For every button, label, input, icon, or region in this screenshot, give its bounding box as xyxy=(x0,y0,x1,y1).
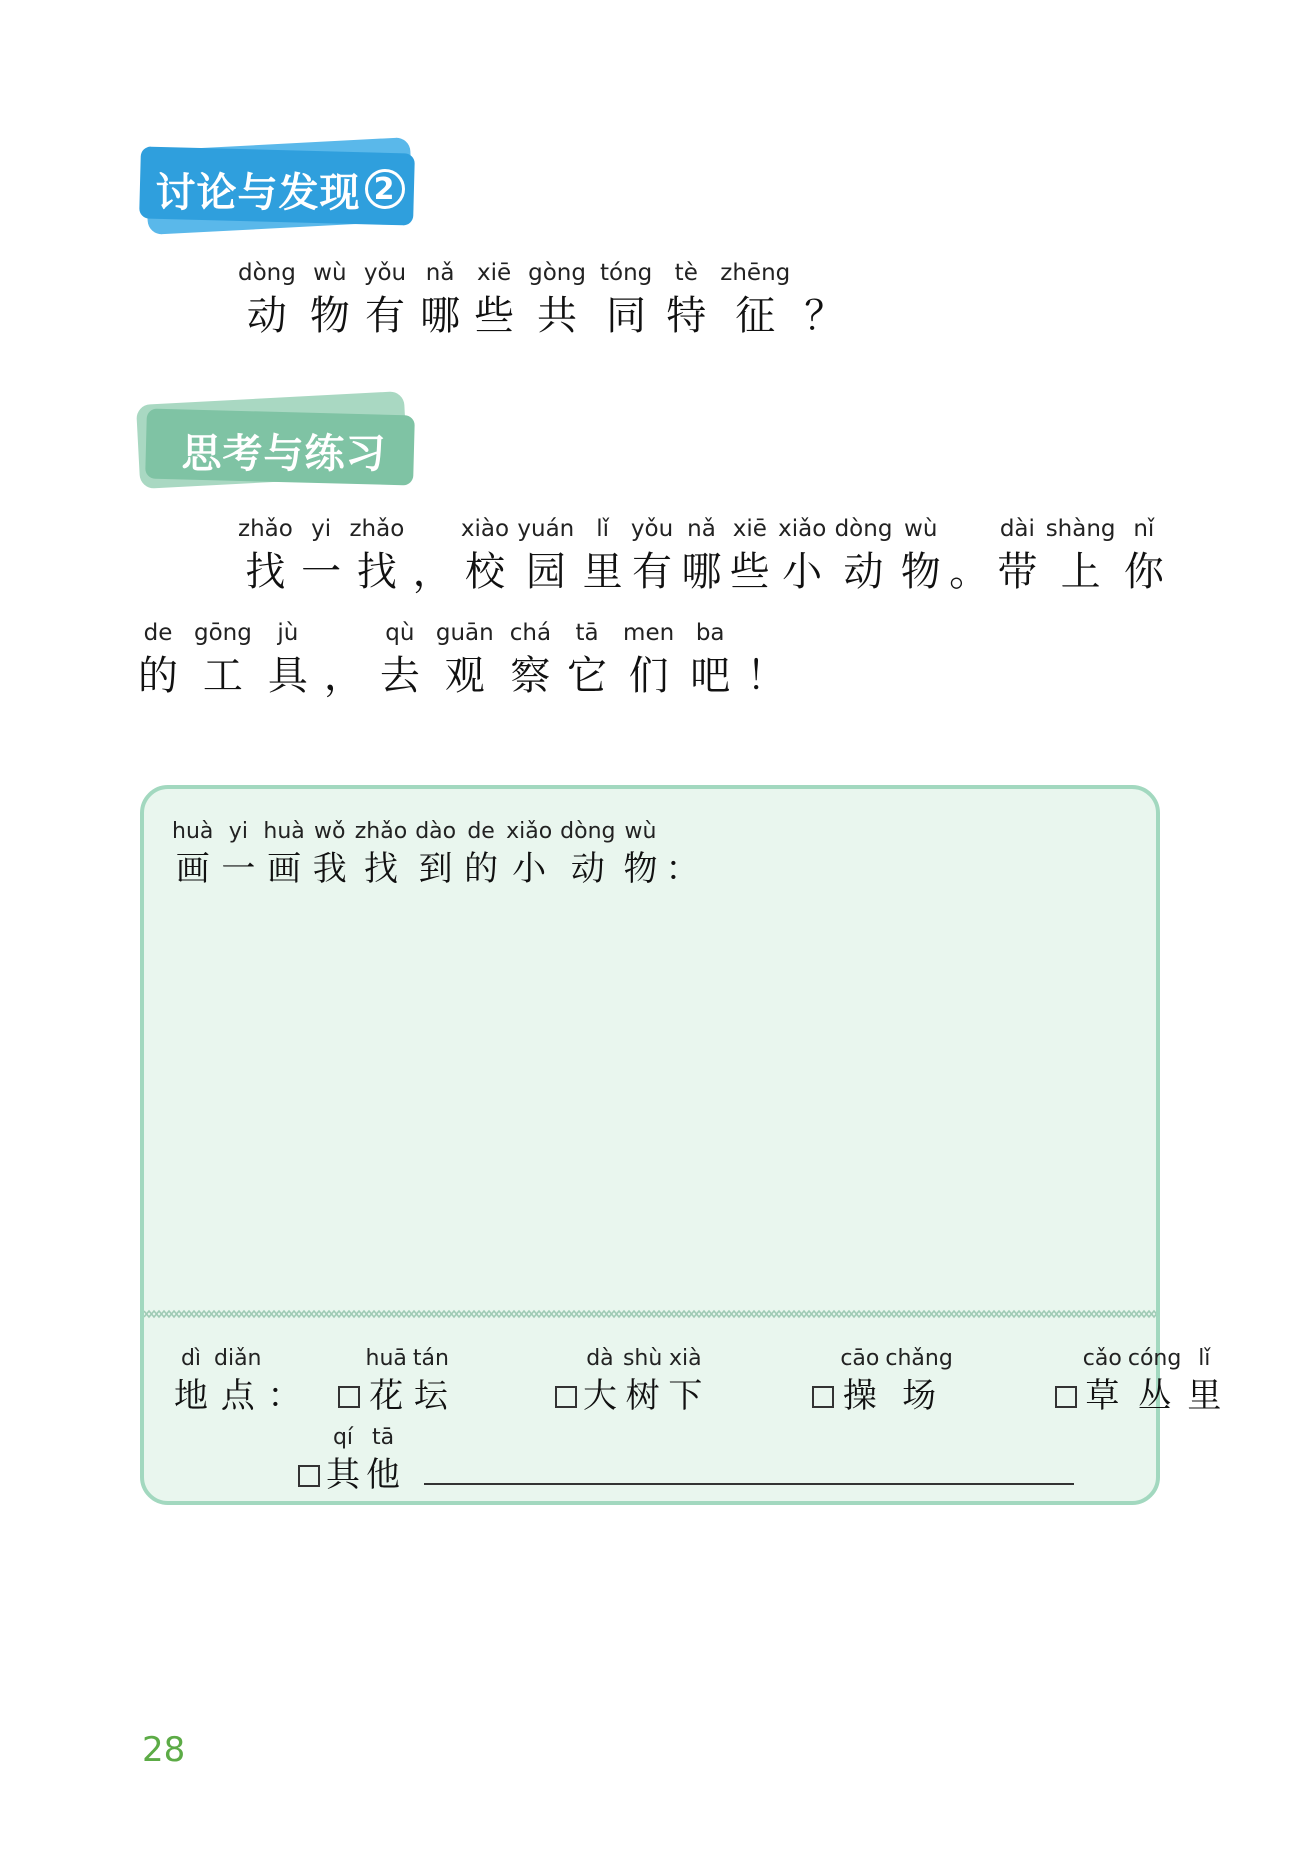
pinyin: zhēng xyxy=(720,260,791,286)
hanzi: 些 xyxy=(474,293,515,339)
ruby-character xyxy=(506,817,552,891)
ruby-character xyxy=(366,1423,400,1497)
hanzi: 小 xyxy=(512,849,547,889)
hanzi: ： xyxy=(665,849,700,889)
pinyin: dì xyxy=(180,1346,202,1371)
pinyin: yǒu xyxy=(630,516,674,542)
option-other[interactable] xyxy=(298,1423,406,1497)
hanzi: ： xyxy=(267,1376,302,1416)
pinyin: qí xyxy=(332,1425,354,1450)
ruby-character xyxy=(313,817,347,891)
hanzi: 一 xyxy=(301,549,342,595)
pinyin: lǐ xyxy=(1198,1346,1211,1371)
pinyin: huà xyxy=(263,819,305,844)
pinyin: xiē xyxy=(732,516,767,542)
section-number-badge: 2 xyxy=(365,169,405,209)
hanzi: 他 xyxy=(366,1455,400,1495)
option-playground[interactable] xyxy=(812,1344,958,1418)
pinyin: tā xyxy=(371,1425,395,1450)
hanzi: 园 xyxy=(525,549,566,595)
ruby-character xyxy=(583,1344,617,1418)
hanzi: ， xyxy=(412,549,453,595)
pinyin: wù xyxy=(904,516,938,542)
checkbox[interactable] xyxy=(298,1465,320,1487)
hanzi: 上 xyxy=(1060,549,1101,595)
pinyin: lǐ xyxy=(596,516,609,542)
pinyin: xià xyxy=(669,1346,702,1371)
other-answer-blank[interactable] xyxy=(424,1481,1074,1485)
ruby-character xyxy=(517,512,574,598)
hanzi: 特 xyxy=(666,293,707,339)
ruby-character xyxy=(1128,1344,1181,1418)
hanzi: 物 xyxy=(623,849,658,889)
other-row xyxy=(298,1423,1074,1497)
hanzi: 吧 xyxy=(690,653,731,699)
ruby-character xyxy=(464,817,498,891)
hanzi: 去 xyxy=(379,653,420,699)
hanzi: 我 xyxy=(312,849,347,889)
drawing-prompt xyxy=(172,817,708,891)
banner-title xyxy=(140,144,420,234)
punctuation xyxy=(949,512,989,598)
ruby-character xyxy=(690,616,730,702)
pinyin: dòng xyxy=(560,819,616,844)
ruby-character xyxy=(583,512,623,598)
pinyin: chǎng xyxy=(885,1346,953,1371)
pinyin: wǒ xyxy=(314,819,346,844)
hanzi: ， xyxy=(323,653,364,699)
pinyin: tā xyxy=(575,620,599,646)
hanzi: 动 xyxy=(843,549,884,595)
section-banner-practice xyxy=(138,396,422,488)
ruby-character xyxy=(624,817,658,891)
pinyin: gòng xyxy=(528,260,586,286)
hanzi: 它 xyxy=(567,653,608,699)
hanzi: 地 xyxy=(174,1376,208,1416)
punctuation xyxy=(804,256,844,342)
location-row xyxy=(174,1344,1227,1418)
hanzi: 有 xyxy=(364,293,405,339)
ruby-character xyxy=(510,616,551,702)
hanzi: 到 xyxy=(418,849,453,889)
pinyin: dà xyxy=(586,1346,614,1371)
pinyin: yi xyxy=(228,819,248,844)
hanzi: 同 xyxy=(606,293,647,339)
location-label xyxy=(174,1344,308,1418)
ruby-character xyxy=(528,256,586,342)
hanzi: 坛 xyxy=(413,1376,448,1416)
hanzi: 动 xyxy=(570,849,605,889)
hanzi: 画 xyxy=(267,849,302,889)
pinyin: nǐ xyxy=(1133,516,1155,542)
pinyin: cóng xyxy=(1127,1346,1182,1371)
pinyin: tóng xyxy=(599,260,653,286)
hanzi: 找 xyxy=(356,549,397,595)
ruby-character xyxy=(355,817,407,891)
ruby-character xyxy=(415,817,456,891)
hanzi: 小 xyxy=(782,549,823,595)
pinyin: wù xyxy=(313,260,347,286)
ruby-character xyxy=(221,817,255,891)
ruby-character xyxy=(461,512,509,598)
pinyin: shù xyxy=(622,1346,663,1371)
pinyin: tè xyxy=(674,260,698,286)
pinyin: men xyxy=(623,620,675,646)
hanzi: 动 xyxy=(246,293,287,339)
option-under-big-tree[interactable] xyxy=(555,1344,708,1418)
ruby-character xyxy=(194,616,252,702)
hanzi: 征 xyxy=(735,293,776,339)
hanzi: 画 xyxy=(175,849,210,889)
hanzi: 哪 xyxy=(420,293,461,339)
hanzi: 一 xyxy=(221,849,256,889)
pinyin: yuán xyxy=(517,516,575,542)
pinyin: nǎ xyxy=(425,260,455,286)
ruby-character xyxy=(600,256,652,342)
hanzi: ？ xyxy=(804,293,845,339)
ruby-character xyxy=(474,256,514,342)
pinyin: xiào xyxy=(460,516,510,542)
pinyin: yi xyxy=(311,516,332,542)
hanzi: 观 xyxy=(444,653,485,699)
ruby-character xyxy=(840,1344,879,1418)
hanzi: 点 xyxy=(220,1376,255,1416)
pinyin: xiē xyxy=(477,260,512,286)
hanzi: 找 xyxy=(245,549,286,595)
option-in-the-grass[interactable] xyxy=(1055,1344,1228,1418)
punctuation xyxy=(324,616,364,702)
hanzi: 里 xyxy=(582,549,623,595)
hanzi: 其 xyxy=(326,1455,360,1495)
pinyin: zhǎo xyxy=(349,516,405,542)
hanzi: 。 xyxy=(949,549,990,595)
question-line xyxy=(238,256,858,342)
pinyin: chá xyxy=(509,620,552,646)
instruction-line-1 xyxy=(238,512,1164,598)
ruby-character xyxy=(349,512,404,598)
hanzi: 些 xyxy=(729,549,770,595)
ruby-character xyxy=(214,1344,262,1418)
pinyin: tán xyxy=(412,1346,449,1371)
hanzi: 操 xyxy=(842,1376,877,1416)
punctuation xyxy=(413,512,453,598)
pinyin: zhǎo xyxy=(238,516,293,542)
ruby-character xyxy=(567,616,607,702)
ruby-character xyxy=(413,1344,449,1418)
ruby-character xyxy=(631,512,673,598)
pinyin: dài xyxy=(999,516,1035,542)
hanzi: 花 xyxy=(369,1376,404,1416)
hanzi: 你 xyxy=(1123,549,1164,595)
ruby-character xyxy=(1046,512,1116,598)
hanzi: 丛 xyxy=(1137,1376,1172,1416)
ruby-character xyxy=(730,512,770,598)
ruby-character xyxy=(380,616,420,702)
pinyin: huā xyxy=(365,1346,407,1371)
ruby-character xyxy=(997,512,1037,598)
hanzi: 的 xyxy=(138,653,178,699)
ruby-character xyxy=(436,616,494,702)
hanzi: 物 xyxy=(900,549,941,595)
hanzi: 哪 xyxy=(681,549,722,595)
ruby-character xyxy=(1124,512,1164,598)
hanzi: 里 xyxy=(1187,1376,1222,1416)
pinyin: wù xyxy=(624,819,657,844)
ruby-character xyxy=(366,1344,407,1418)
option-flower-bed[interactable] xyxy=(338,1344,455,1418)
ruby-character xyxy=(901,512,941,598)
ruby-character xyxy=(778,512,826,598)
pinyin: dòng xyxy=(834,516,893,542)
punctuation xyxy=(666,817,700,891)
banner-title xyxy=(142,404,426,496)
pinyin: gōng xyxy=(194,620,252,646)
checkbox[interactable] xyxy=(338,1386,360,1408)
ruby-character xyxy=(1187,1344,1221,1418)
drawing-box[interactable] xyxy=(140,785,1222,1505)
pinyin: cǎo xyxy=(1082,1346,1122,1371)
checkbox[interactable] xyxy=(555,1386,577,1408)
ruby-character xyxy=(1083,1344,1122,1418)
ruby-character xyxy=(623,616,674,702)
hanzi: 找 xyxy=(363,849,398,889)
ruby-character xyxy=(238,256,296,342)
hanzi: 校 xyxy=(464,549,505,595)
ruby-character xyxy=(681,512,721,598)
hanzi: 们 xyxy=(628,653,669,699)
ruby-character xyxy=(835,512,893,598)
pinyin: guān xyxy=(435,620,494,646)
pinyin: de xyxy=(467,819,495,844)
pinyin: cāo xyxy=(840,1346,880,1371)
pinyin: qù xyxy=(385,620,415,646)
ruby-character xyxy=(301,512,341,598)
punctuation xyxy=(268,1344,302,1418)
hanzi: 场 xyxy=(902,1376,937,1416)
hanzi: 物 xyxy=(309,293,350,339)
hanzi: 带 xyxy=(997,549,1038,595)
hanzi: 草 xyxy=(1085,1376,1120,1416)
ruby-character xyxy=(623,1344,662,1418)
wave-divider xyxy=(144,1309,1156,1319)
ruby-character xyxy=(560,817,615,891)
instruction-line-2 xyxy=(138,616,802,702)
hanzi: 大 xyxy=(582,1376,617,1416)
banner-title-text: 思考与练习 xyxy=(181,430,387,477)
hanzi: 共 xyxy=(537,293,578,339)
pinyin: zhǎo xyxy=(354,819,408,844)
ruby-character xyxy=(172,817,213,891)
ruby-character xyxy=(238,512,293,598)
hanzi: 的 xyxy=(464,849,499,889)
hanzi: 察 xyxy=(510,653,551,699)
hanzi: 具 xyxy=(267,653,308,699)
hanzi: 有 xyxy=(632,549,673,595)
ruby-character xyxy=(263,817,304,891)
hanzi: 下 xyxy=(668,1376,703,1416)
ruby-character xyxy=(326,1423,360,1497)
checkbox[interactable] xyxy=(1055,1386,1077,1408)
pinyin: dào xyxy=(415,819,457,844)
pinyin: xiǎo xyxy=(778,516,827,542)
pinyin: nǎ xyxy=(687,516,716,542)
ruby-character xyxy=(666,256,706,342)
ruby-character xyxy=(138,616,178,702)
ruby-character xyxy=(268,616,308,702)
pinyin: huà xyxy=(172,819,214,844)
ruby-character xyxy=(364,256,406,342)
pinyin: de xyxy=(143,620,173,646)
ruby-character xyxy=(310,256,350,342)
pinyin: yǒu xyxy=(363,260,407,286)
section-banner-discussion xyxy=(140,140,420,230)
hanzi: 工 xyxy=(202,653,243,699)
ruby-character xyxy=(720,256,790,342)
ruby-character xyxy=(420,256,460,342)
pinyin: shàng xyxy=(1045,516,1116,542)
ruby-character xyxy=(885,1344,952,1418)
ruby-character xyxy=(174,1344,208,1418)
banner-title-text: 讨论与发现 xyxy=(155,169,361,216)
hanzi: 树 xyxy=(625,1376,660,1416)
pinyin: xiǎo xyxy=(506,819,553,844)
ruby-character xyxy=(668,1344,702,1418)
checkbox[interactable] xyxy=(812,1386,834,1408)
hanzi: ！ xyxy=(746,653,787,699)
pinyin: dòng xyxy=(238,260,296,286)
page-number: 28 xyxy=(142,1730,186,1770)
pinyin: ba xyxy=(695,620,725,646)
punctuation xyxy=(746,616,786,702)
pinyin: jù xyxy=(277,620,299,646)
pinyin: diǎn xyxy=(214,1346,262,1371)
